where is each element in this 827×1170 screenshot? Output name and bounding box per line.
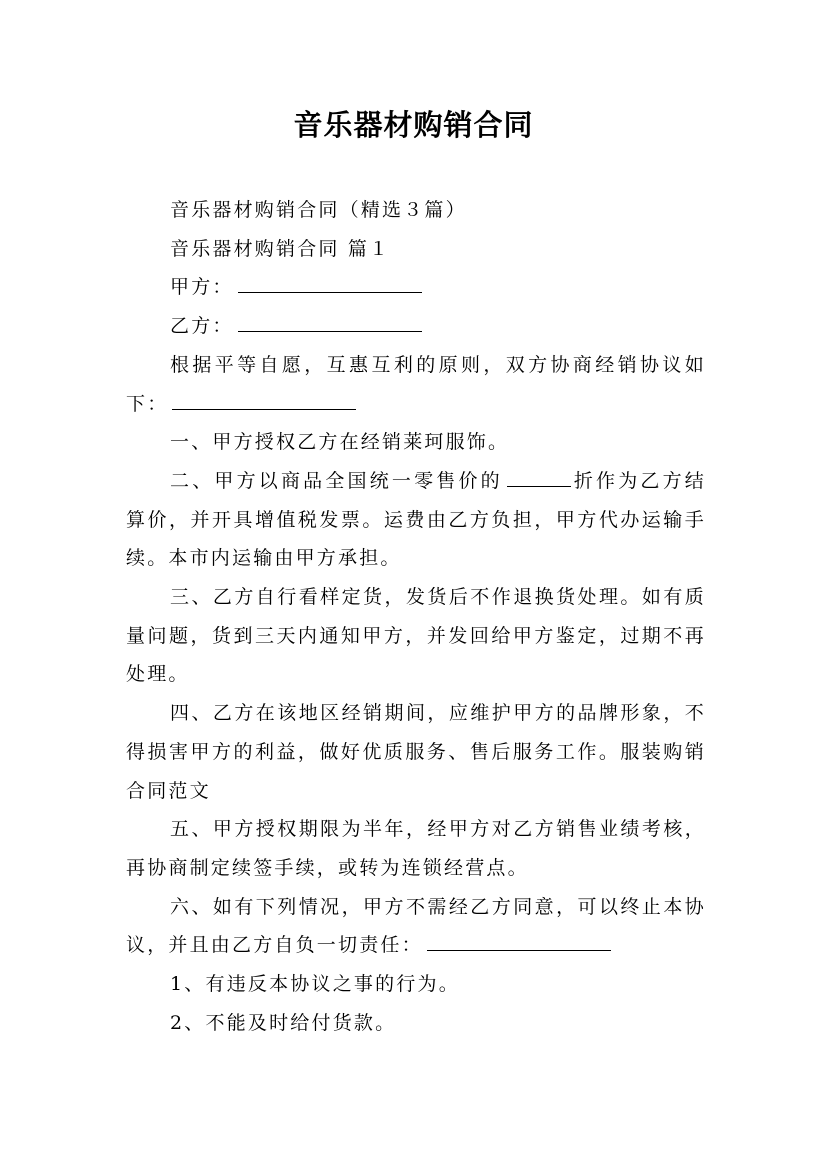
discount-blank: [507, 467, 571, 487]
clause-6-blank: [427, 931, 611, 951]
clause-2-text-after: 折作为乙方结算价，并开具增值税发票。运费由乙方负担，甲方代办运输手续。本市内运输由甲方承担。: [126, 469, 706, 570]
document-body: [126, 191, 706, 1042]
intro-paragraph: [126, 346, 706, 423]
clause-1-paragraph: [126, 423, 706, 462]
item-1-text: 1、有违反本协议之事的行为。: [170, 973, 460, 996]
item-2-text: 2、不能及时给付货款。: [170, 1011, 397, 1034]
document-title: 音乐器材购销合同: [293, 108, 534, 142]
clause-6-paragraph: [126, 888, 706, 965]
intro-text: 根据平等自愿，互惠互利的原则，双方协商经销协议如下：: [126, 353, 706, 415]
clause-4-paragraph: [126, 694, 706, 810]
item-2-paragraph: [126, 1004, 706, 1043]
clause-6-text: 六、如有下列情况，甲方不需经乙方同意，可以终止本协议，并且由乙方自负一切责任：: [126, 895, 706, 957]
clause-4-text: 四、乙方在该地区经销期间，应维护甲方的品牌形象，不得损害甲方的利益，做好优质服务、售后服务工作。服装购销合同范文: [126, 702, 706, 802]
section-heading-paragraph: [126, 230, 706, 269]
clause-5-text: 五、甲方授权期限为半年，经甲方对乙方销售业绩考核，再协商制定续签手续，或转为连锁经营点。: [126, 818, 706, 879]
subtitle-text: 音乐器材购销合同（精选３篇）: [170, 199, 467, 221]
clause-3-paragraph: [126, 578, 706, 694]
clause-1-text: 一、甲方授权乙方在经销莱珂服饰。: [170, 431, 510, 454]
party-a-blank: [238, 273, 422, 293]
subtitle-paragraph: [126, 191, 706, 230]
clause-2-paragraph: [126, 462, 706, 578]
intro-blank: [172, 390, 356, 410]
clause-5-paragraph: [126, 810, 706, 887]
clause-2-text-before: 二、甲方以商品全国统一零售价的: [170, 469, 503, 492]
party-a-label: 甲方：: [170, 276, 234, 299]
clause-3-text: 三、乙方自行看样定货，发货后不作退换货处理。如有质量问题，货到三天内通知甲方，并发回给甲方鉴定，过期不再处理。: [126, 586, 706, 686]
item-1-paragraph: [126, 965, 706, 1004]
party-b-label: 乙方：: [170, 315, 234, 338]
party-b-line: [126, 307, 706, 346]
section-heading: 音乐器材购销合同 篇１: [170, 237, 391, 260]
party-a-line: [126, 268, 706, 307]
party-b-blank: [238, 312, 422, 332]
